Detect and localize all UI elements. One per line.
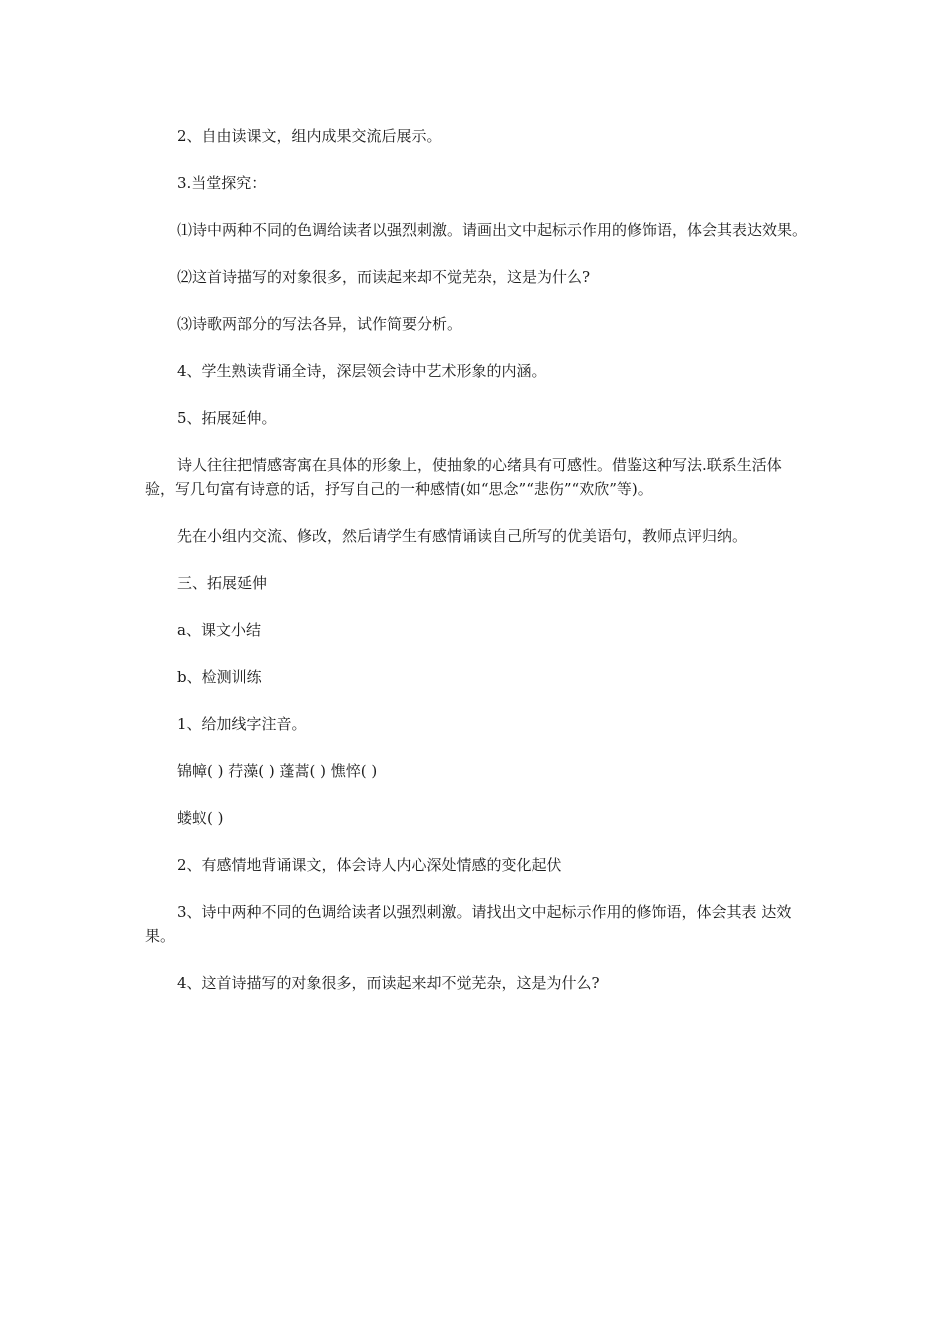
document-body [145, 124, 810, 1018]
section-heading-extension: 三、拓展延伸 [177, 574, 268, 592]
paragraph-exercise-1: 1、给加线字注音。 [177, 715, 307, 733]
paragraph-question-2: ⑵这首诗描写的对象很多，而读起来却不觉芜杂，这是为什么? [177, 268, 591, 286]
paragraph-pinyin-words: 锦幛( ) 荇藻( ) 蓬蒿( ) 憔悴( ) [177, 762, 378, 780]
paragraph-test-training: b、检测训练 [177, 668, 262, 686]
paragraph-writing-task: 诗人往往把情感寄寓在具体的形象上，使抽象的心绪具有可感性。借鉴这种写法.联系生活体验，写几句富有诗意的话，抒写自己的一种感情(如“思念”“悲伤”“欢欣”等)。 [145, 456, 782, 498]
paragraph-summary: a、课文小结 [177, 621, 261, 639]
paragraph-exercise-4: 4、这首诗描写的对象很多，而读起来却不觉芜杂，这是为什么? [177, 974, 600, 992]
paragraph-question-1: ⑴诗中两种不同的色调给读者以强烈刺激。请画出文中起标示作用的修饰语，体会其表达效果。 [177, 221, 808, 239]
paragraph-exercise-3: 3、诗中两种不同的色调给读者以强烈刺激。请找出文中起标示作用的修饰语，体会其表 达效果。 [145, 903, 792, 945]
paragraph-step-5: 5、拓展延伸。 [177, 409, 277, 427]
paragraph-step-2: 2、自由读课文，组内成果交流后展示。 [177, 127, 442, 145]
paragraph-group-exchange: 先在小组内交流、修改，然后请学生有感情诵读自己所写的优美语句，教师点评归纳。 [177, 527, 748, 545]
paragraph-exercise-2: 2、有感情地背诵课文，体会诗人内心深处情感的变化起伏 [177, 856, 562, 874]
paragraph-step-4: 4、学生熟读背诵全诗，深层领会诗中艺术形象的内涵。 [177, 362, 547, 380]
paragraph-pinyin-words-2: 蝼蚁( ) [177, 809, 224, 827]
paragraph-question-3: ⑶诗歌两部分的写法各异，试作简要分析。 [177, 315, 463, 333]
paragraph-step-3: 3.当堂探究： [177, 174, 267, 192]
